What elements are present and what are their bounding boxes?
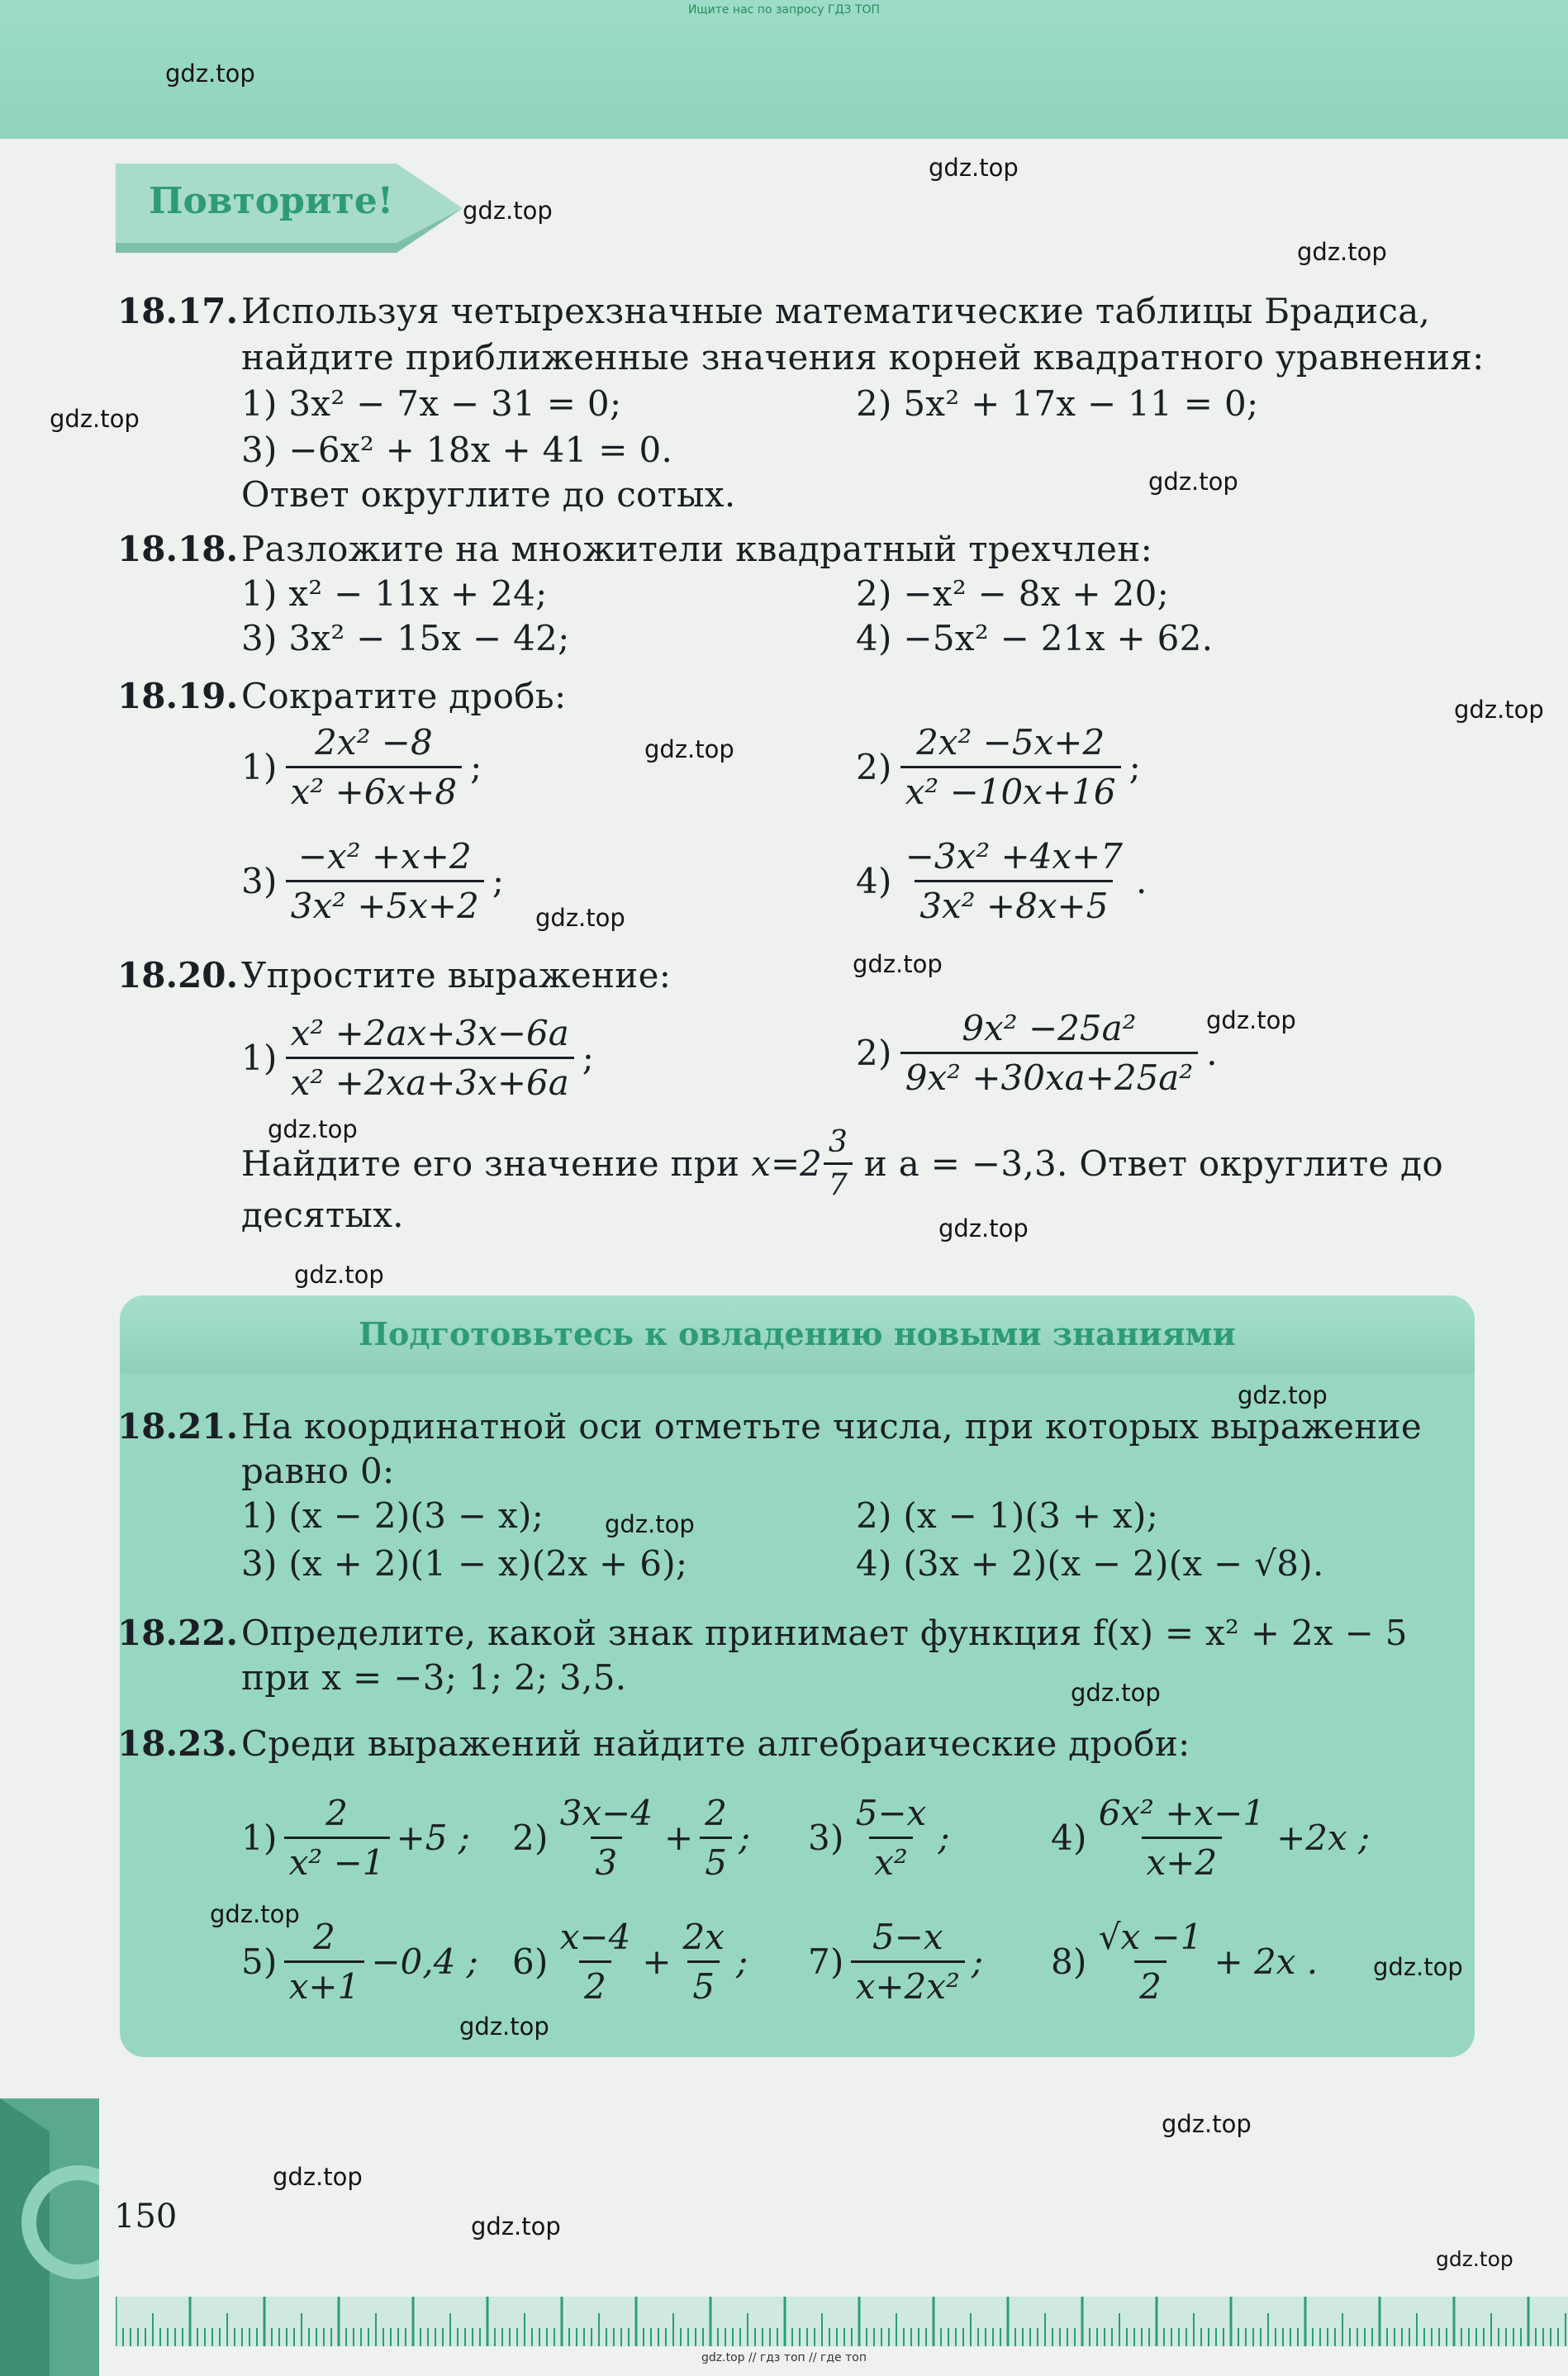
problem-item: 3) −6x² + 18x + 41 = 0. — [241, 430, 673, 470]
problem-number: 18.21. — [117, 1406, 239, 1447]
problem-number: 18.23. — [117, 1723, 239, 1764]
watermark: gdz.top — [294, 1261, 384, 1289]
bottom-link[interactable]: gdz.top // гдз топ // где топ — [701, 2351, 867, 2364]
repeat-banner-label: Повторите! — [149, 180, 394, 222]
watermark: gdz.top — [1238, 1381, 1328, 1409]
expression-item: 3) $\frac{5-x}{\text{x²}}$ ; — [808, 1793, 950, 1883]
watermark: gdz.top — [929, 154, 1019, 182]
problem-item: 3) (x + 2)(1 − x)(2x + 6); — [241, 1543, 688, 1584]
fraction-item: 4) $\frac{\text{−3x² +4x+7}}{\text{3x² +8x+5}}$ . — [856, 836, 1147, 926]
watermark: gdz.top — [1454, 696, 1544, 724]
problem-item: 1) (x − 2)(3 − x); — [241, 1495, 544, 1536]
watermark: gdz.top — [471, 2212, 561, 2241]
problem-item: 2) (x − 1)(3 + x); — [856, 1495, 1159, 1536]
watermark: gdz.top — [1297, 238, 1387, 266]
watermark: gdz.top — [1373, 1953, 1463, 1981]
watermark: gdz.top — [644, 735, 734, 763]
expression-item: 4) $\frac{\text{6x² +x−1}}{x+2}$ +2x ; — [1051, 1793, 1371, 1883]
watermark: gdz.top — [463, 197, 553, 225]
problem-item: 3) 3x² − 15x − 42; — [241, 618, 570, 658]
problem-number: 18.18. — [117, 529, 239, 569]
problem-text: На координатной оси отметьте числа, при которых выражение — [241, 1406, 1422, 1447]
problem-number: 18.22. — [117, 1613, 239, 1653]
problem-number: 18.20. — [117, 955, 239, 996]
problem-number: 18.17. — [117, 291, 239, 331]
expression-item: 1) $\frac{2}{\text{x² −1}}$ +5 ; — [241, 1793, 470, 1883]
watermark: gdz.top — [938, 1214, 1029, 1243]
watermark: gdz.top — [273, 2163, 363, 2191]
problem-item: 2) 5x² + 17x − 11 = 0; — [856, 383, 1259, 424]
watermark: gdz.top — [210, 1900, 300, 1928]
watermark: gdz.top — [853, 950, 943, 978]
expression-item: 8) $\frac{√x -1}{2}$ + 2x . — [1051, 1917, 1319, 2007]
watermark: gdz.top — [268, 1115, 358, 1143]
fraction-item: 2) $\frac{\text{9x² −25a²}}{\text{9x² +30xa+25a²}}$ . — [856, 1008, 1218, 1098]
problem-text: Упростите выражение: — [241, 955, 672, 996]
watermark: gdz.top — [605, 1510, 695, 1538]
expression-item: 6) $\frac{x-4}{2}$ + $\frac{2x}{5}$ ; — [512, 1917, 748, 2007]
watermark: gdz.top — [1071, 1679, 1161, 1707]
fraction-item: 2) $\frac{\text{2x² −5x+2}}{\text{x² −10x+16}}$ ; — [856, 722, 1142, 812]
watermark: gdz.top — [165, 59, 255, 88]
problem-number: 18.19. — [117, 676, 239, 716]
fraction-item: 1) $\frac{\text{x² +2ax+3x−6a}}{\text{x² +2xa+3x+6a}}$ ; — [241, 1013, 595, 1103]
watermark: gdz.top — [535, 904, 625, 932]
problem-text: Используя четырехзначные математические таблицы Брадиса, — [241, 291, 1431, 331]
problem-item: 4) −5x² − 21x + 62. — [856, 618, 1214, 658]
watermark: gdz.top — [1148, 468, 1238, 496]
page-number: 150 — [114, 2198, 178, 2236]
watermark: gdz.top — [1436, 2247, 1513, 2271]
ruler-decoration — [116, 2247, 1568, 2346]
problem-item: 4) (3x + 2)(x − 2)(x − √8). — [856, 1543, 1324, 1584]
watermark: gdz.top — [1162, 2110, 1252, 2138]
fraction-item: 1) $\frac{\text{2x² −8}}{\text{x² +6x+8}}$ ; — [241, 722, 482, 812]
problem-text: Определите, какой знак принимает функция f(x) = x² + 2x − 5 — [241, 1613, 1408, 1653]
problem-text: Среди выражений найдите алгебраические дроби: — [241, 1723, 1190, 1764]
watermark: gdz.top — [459, 2012, 549, 2041]
problem-text: Найдите его значение при x=2 $\frac{3}{7}$ и a = −3,3. Ответ округлите до — [241, 1125, 1443, 1202]
expression-item: 7) $\frac{5-x}{\text{x+2x²}}$ ; — [808, 1917, 983, 2007]
watermark: gdz.top — [50, 405, 140, 433]
fraction-item: 3) $\frac{\text{−x² +x+2}}{\text{3x² +5x+2}}$ ; — [241, 836, 505, 926]
problem-text: Ответ округлите до сотых. — [241, 474, 736, 515]
corner-decoration — [0, 2098, 99, 2376]
problem-item: 2) −x² − 8x + 20; — [856, 573, 1170, 614]
watermark: gdz.top — [1206, 1006, 1296, 1034]
section-title: Подготовьтесь к овладению новыми знаниями — [359, 1315, 1236, 1352]
problem-text: Сократите дробь: — [241, 676, 567, 716]
expression-item: 5) $\frac{2}{x+1}$ −0,4 ; — [241, 1917, 478, 2007]
problem-item: 1) x² − 11x + 24; — [241, 573, 548, 614]
problem-text: десятых. — [241, 1195, 404, 1235]
expression-item: 2) $\frac{3x-4}{3}$ + $\frac{2}{5}$ ; — [512, 1793, 751, 1883]
problem-item: 1) 3x² − 7x − 31 = 0; — [241, 383, 622, 424]
problem-text: Разложите на множители квадратный трехчлен: — [241, 529, 1153, 569]
problem-text: при x = −3; 1; 2; 3,5. — [241, 1657, 627, 1698]
problem-text: равно 0: — [241, 1451, 395, 1491]
top-link[interactable]: Ищите нас по запросу ГДЗ ТОП — [687, 3, 881, 17]
problem-text: найдите приближенные значения корней квадратного уравнения: — [241, 337, 1485, 378]
